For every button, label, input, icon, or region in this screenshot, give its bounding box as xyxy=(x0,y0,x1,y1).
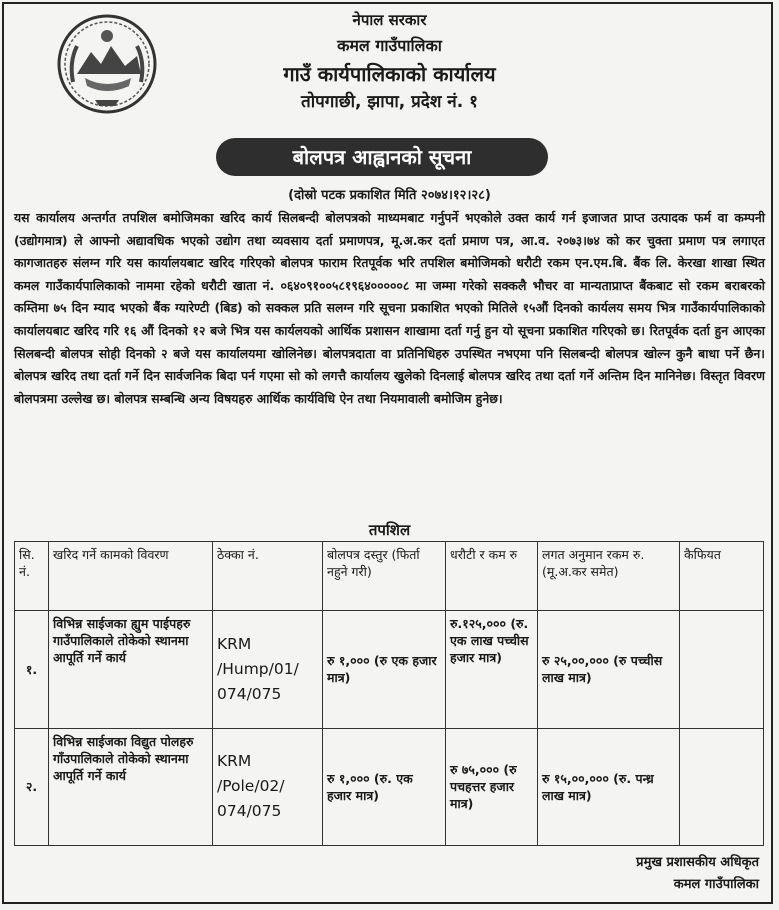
schedule-table xyxy=(14,541,764,846)
row-description: विभिन्न साईजका विद्युत पोलहरु गाँउपालिकाले तोकेको स्थानमा आपूर्ति गर्ने कार्य xyxy=(49,728,213,846)
header-deposit: धरौटी र कम रु xyxy=(446,542,538,611)
publish-date: (दोस्रो पटक प्रकाशित मिति २०७४।१२।२८) xyxy=(288,188,491,203)
header-government: नेपाल सरकार xyxy=(352,11,427,29)
notice-title-banner: बोलपत्र आह्वानको सूचना xyxy=(216,138,548,176)
row-description: विभिन्न साईजका ह्युम पाईपहरु गाउँपालिकाले तोकेको स्थानमा आपूर्ति गर्ने कार्य xyxy=(49,611,213,729)
schedule-header-row xyxy=(15,542,764,611)
header-estimate: लगत अनुमान रकम रु. (मू.अ.कर समेत) xyxy=(538,542,680,611)
signature-office: कमल गाउँपालिका xyxy=(673,877,759,892)
notice-body: यस कार्यालय अन्तर्गत तपशिल बमोजिमका खरिद कार्य सिलबन्दी बोलपत्रको माध्यमबाट गर्नुपर्ने भएकोले उक्त कार्य गर्न इजाजत प्राप्त उत्पादक फर्म वा कम्पनी (उद्योगमात्र) ले आफ्नो अद्यावधिक भएको उद्योग तथा व्यवसाय दर्ता प्रमाणपत्र, मू.अ.कर दर्ता प्रमाण पत्र, आ.व. २०७३।७४ को कर चुक्ता प्रमाण पत्र लगाएत कागजातहरु संलग्न गरि यस कार्यालयबाट खरिद गरिएको बोलपत्र फाराम रितपूर्वक भरि तपशिल बमोजिमको धरौटी रकम एन.एम.बि. बैंक लि. केरखा शाखा स्थित कमल गाउँकार्यपालिकाको नाममा रहेको धरौटी खाता नं. ०६४०९१००५८१९६४०००००८ मा जम्मा गरेको सक्कलै भौचर वा मान्यताप्राप्त बैंकबाट सो रकम बराबरको कम्तिमा ७५ दिन म्याद भएको बैंक ग्यारेण्टी (बिड) को सक्कल प्रति सलग्न गरि सूचना प्रकाशित भएको मितिले १५औं दिनको कार्यलय समय भित्र गाउँकार्यपालिकाको कार्यालयबाट खरिद गरि १६ औं दिनको १२ बजे भित्र यस कार्यलयको आर्थिक प्रशासन शाखामा दर्ता गर्नु हुन यो सूचना प्रकाशित गरिएको छ। रितपूर्वक दर्ता हुन आएका सिलबन्दी बोलपत्र सोही दिनको २ बजे यस कार्यालयमा खोलिनेछ। बोलपत्रदाता वा प्रतिनिधिहरु उपस्थित नभएमा पनि सिलबन्दी बोलपत्र खोल्न कुनै बाधा पर्ने छैन। बोलपत्र खरिद तथा दर्ता गर्ने दिन सार्वजनिक बिदा पर्न गएमा सो को लगत्तै कार्यालय खुलेको दिनलाई बोलपत्र खरिद तथा दर्ता गर्ने अन्तिम दिन मानिनेछ। विस्तृत विवरण बोलपत्रमा उल्लेख छ। बोलपत्र सम्बन्धि अन्य विषयहरु आर्थिक कार्यविधि ऐन तथा नियमावाली बमोजिम हुनेछ। xyxy=(14,210,765,406)
header-description: खरिद गर्ने कामको विवरण xyxy=(49,542,213,611)
header-municipality: कमल गाउँपालिका xyxy=(337,36,442,55)
header-office: गाउँ कार्यपालिकाको कार्यालय xyxy=(283,62,496,86)
row-deposit: रु.१२५,००० (रु. एक लाख पच्चीस हजार मात्र) xyxy=(446,611,538,729)
row-sn: २. xyxy=(15,728,49,846)
row-remarks xyxy=(680,728,764,846)
header-address: तोपगाछी, झापा, प्रदेश नं. १ xyxy=(301,92,478,112)
schedule-title: तपशिल xyxy=(368,521,411,539)
table-row xyxy=(15,611,764,729)
row-fee: रु १,००० (रु एक हजार मात्र) xyxy=(323,611,446,729)
header-contract-no: ठेक्का नं. xyxy=(213,542,323,611)
table-row xyxy=(15,728,764,846)
row-sn: १. xyxy=(15,611,49,729)
row-contract-no: KRM /Hump/01/ 074/075 xyxy=(213,611,323,729)
row-contract-no: KRM /Pole/02/ 074/075 xyxy=(213,728,323,846)
row-fee: रु १,००० (रु. एक हजार मात्र) xyxy=(323,728,446,846)
row-remarks xyxy=(680,611,764,729)
signature-title: प्रमुख प्रशासकीय अधिकृत xyxy=(636,855,759,870)
row-estimate: रु २५,००,००० (रु पच्चीस लाख मात्र) xyxy=(538,611,680,729)
header-sn: सि. नं. xyxy=(15,542,49,611)
header-fee: बोलपत्र दस्तुर (फिर्ता नहुने गरी) xyxy=(323,542,446,611)
row-deposit: रु ७५,००० (रु पचहत्तर हजार मात्र) xyxy=(446,728,538,846)
header-remarks: कैफियत xyxy=(680,542,764,611)
row-estimate: रु १५,००,००० (रु. पन्ध्र लाख मात्र) xyxy=(538,728,680,846)
